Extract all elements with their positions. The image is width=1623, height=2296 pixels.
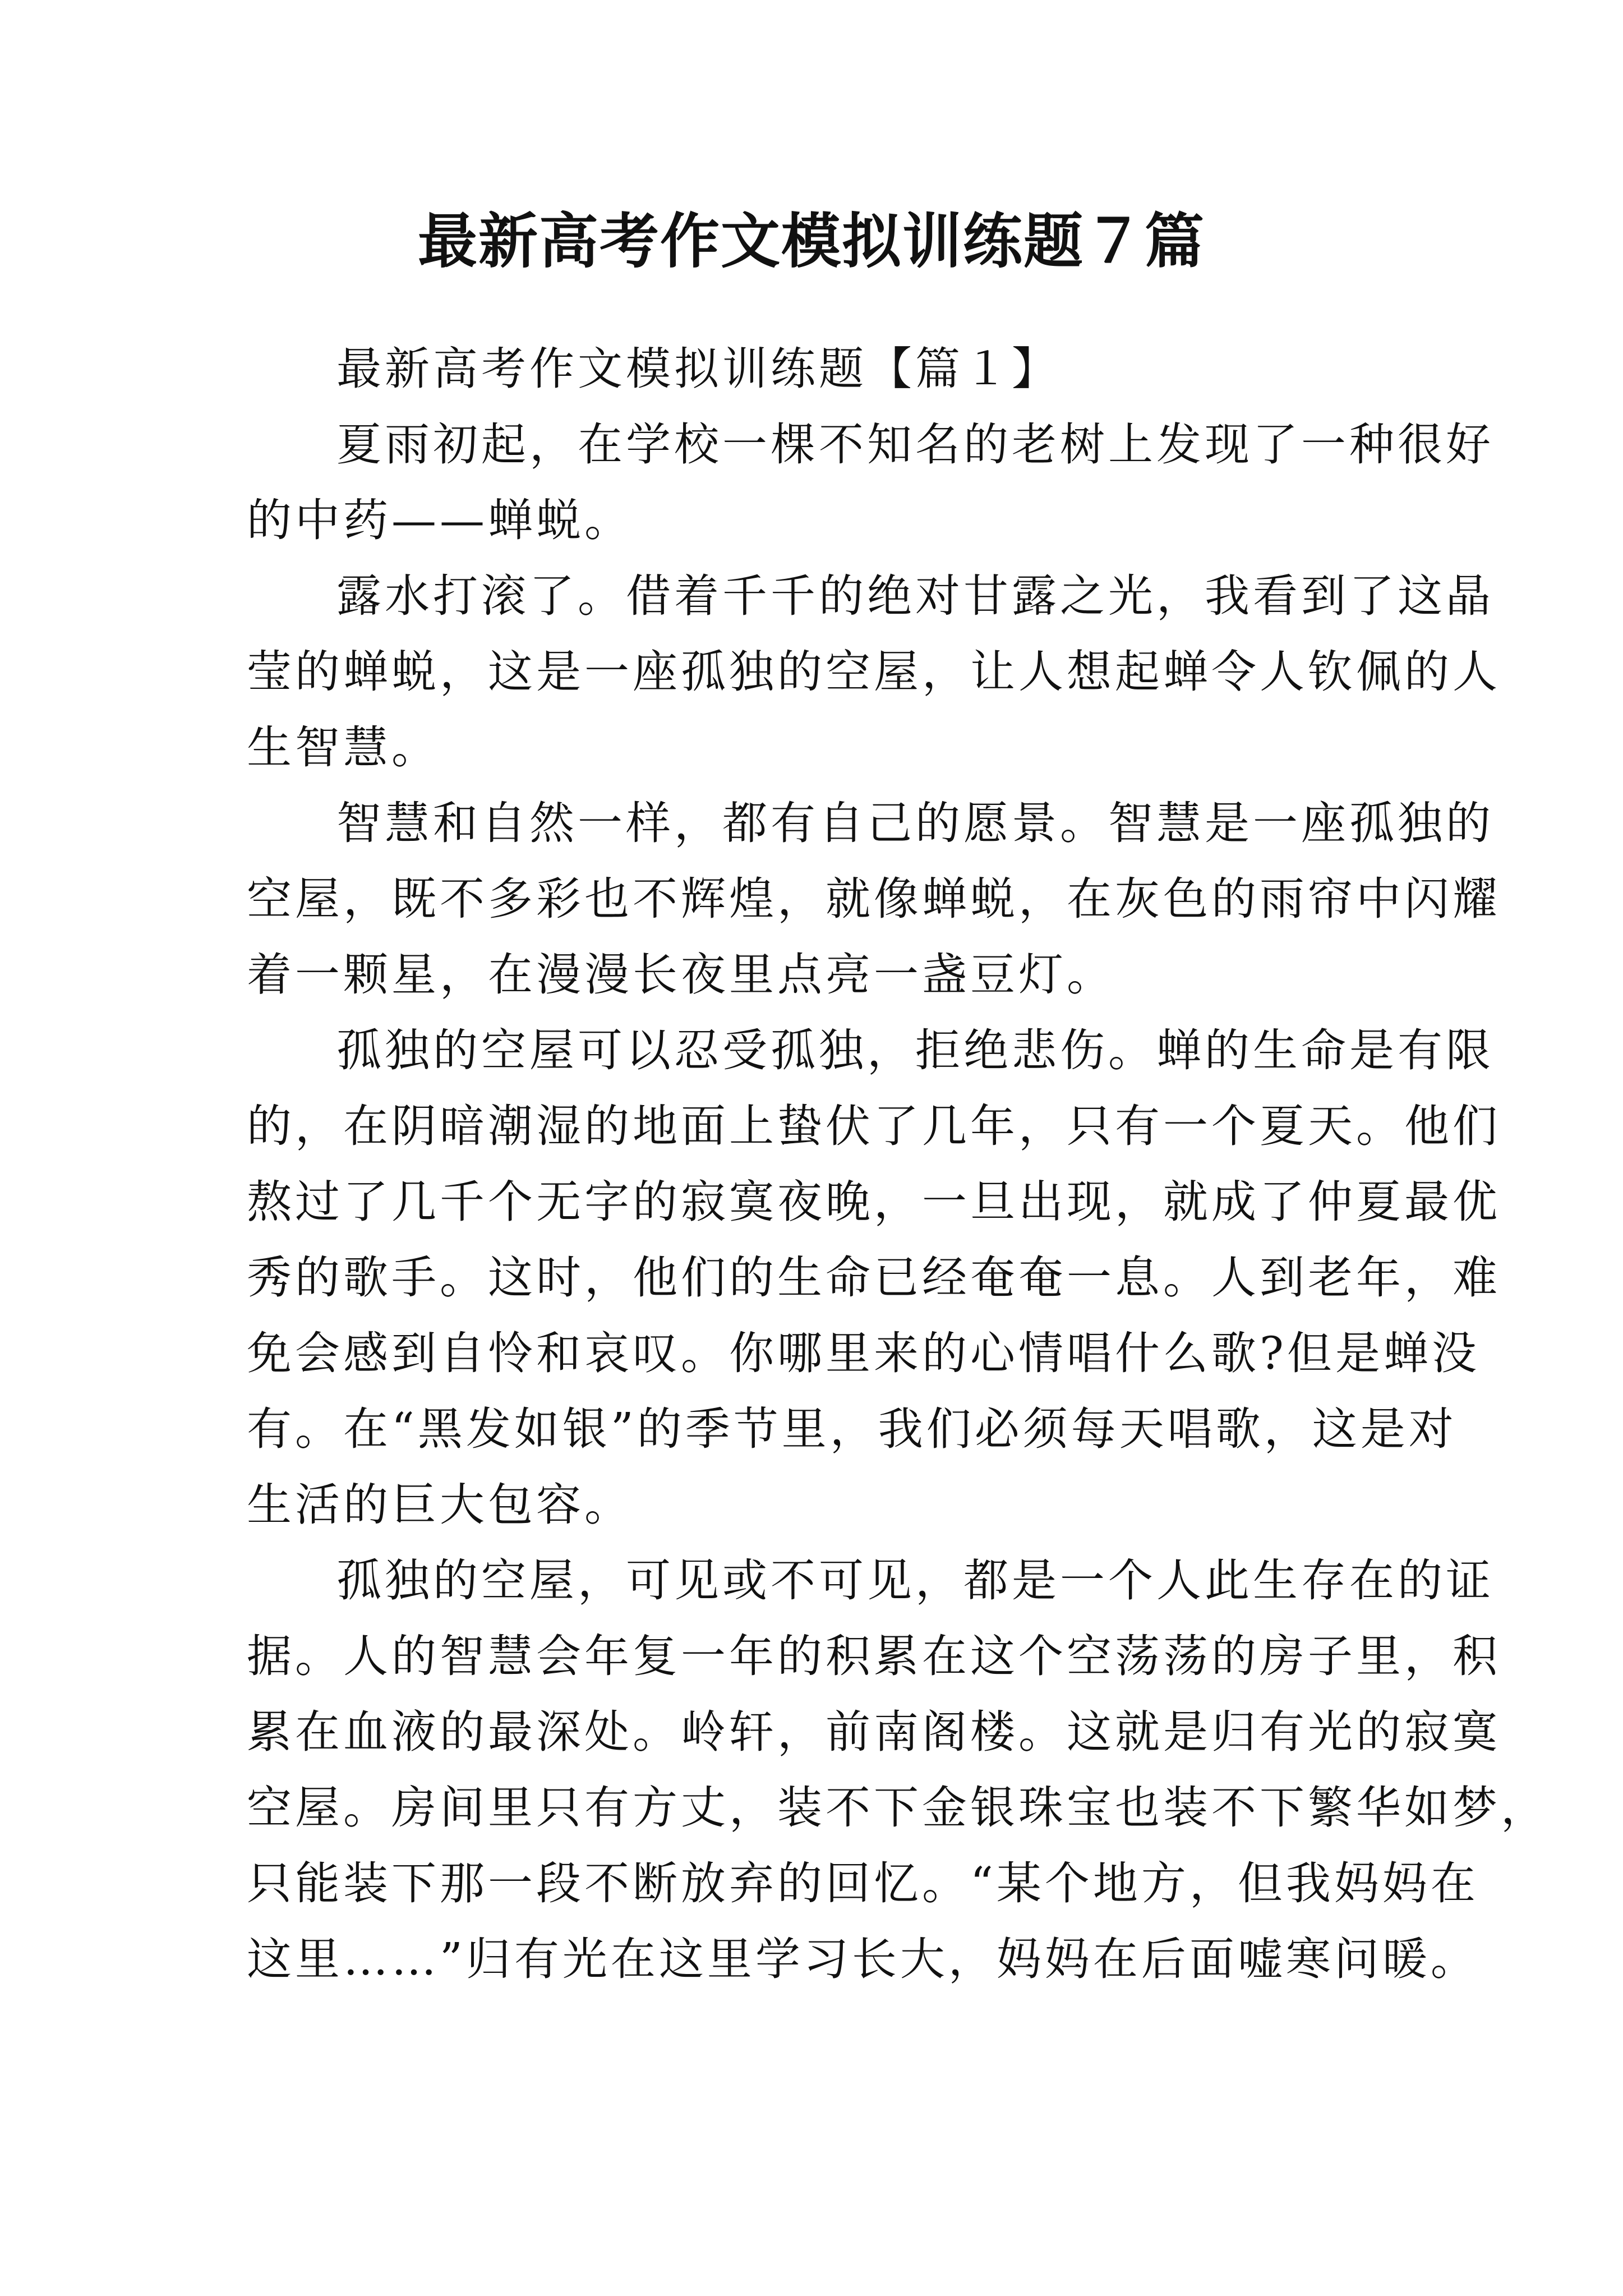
text-line: 生活的巨大包容。 [247,1479,633,1531]
text-line: 露水打滚了。借着千千的绝对甘露之光，我看到了这晶 [336,570,1494,622]
text-line: 空屋，既不多彩也不辉煌，就像蝉蜕，在灰色的雨帘中闪耀 [247,873,1501,925]
text-line: 这里……”归有光在这里学习长大，妈妈在后面嘘寒问暖。 [247,1933,1479,1985]
paragraph-3 [247,785,1501,1013]
text-line: 孤独的空屋可以忍受孤独，拒绝悲伤。蝉的生命是有限 [336,1024,1494,1076]
text-line: 智慧和自然一样，都有自己的愿景。智慧是一座孤独的 [336,797,1494,849]
text-line: 据。人的智慧会年复一年的积累在这个空荡荡的房子里，积 [247,1630,1501,1682]
paragraph-5 [247,1543,1549,1997]
text-line: 熬过了几千个无字的寂寞夜晚，一旦出现，就成了仲夏最优 [247,1176,1501,1228]
paragraph-1 [247,407,1494,558]
document-body [247,331,1549,1997]
text-line: 的，在阴暗潮湿的地面上蛰伏了几年，只有一个夏天。他们 [247,1100,1501,1152]
text-line: 秀的歌手。这时，他们的生命已经奄奄一息。人到老年，难 [247,1251,1501,1304]
paragraph-4 [247,1013,1501,1543]
document-title: 最新高考作文模拟训练题７篇 [418,206,1205,276]
section-heading [247,331,1391,407]
text-line: 孤独的空屋，可见或不可见，都是一个人此生存在的证 [336,1554,1494,1607]
text-line: 夏雨初起，在学校一棵不知名的老树上发现了一种很好 [336,418,1494,471]
text-line: 最新高考作文模拟训练题【篇１】 [336,343,1060,395]
text-line: 只能装下那一段不断放弃的回忆。“某个地方，但我妈妈在 [247,1857,1479,1910]
text-line: 累在血液的最深处。岭轩，前南阁楼。这就是归有光的寂寞 [247,1706,1501,1758]
text-line: 免会感到自怜和哀叹。你哪里来的心情唱什么歌?但是蝉没 [247,1327,1480,1379]
text-line: 有。在“黑发如银”的季节里，我们必须每天唱歌，这是对 [247,1403,1457,1455]
text-line: 着一颗星，在漫漫长夜里点亮一盏豆灯。 [247,949,1115,1001]
text-line: 的中药——蝉蜕。 [247,494,633,546]
text-line: 空屋。房间里只有方丈，装不下金银珠宝也装不下繁华如梦， [247,1782,1549,1834]
text-line: 莹的蝉蜕，这是一座孤独的空屋，让人想起蝉令人钦佩的人 [247,646,1501,698]
text-line: 生智慧。 [247,721,440,774]
paragraph-2 [247,558,1501,785]
